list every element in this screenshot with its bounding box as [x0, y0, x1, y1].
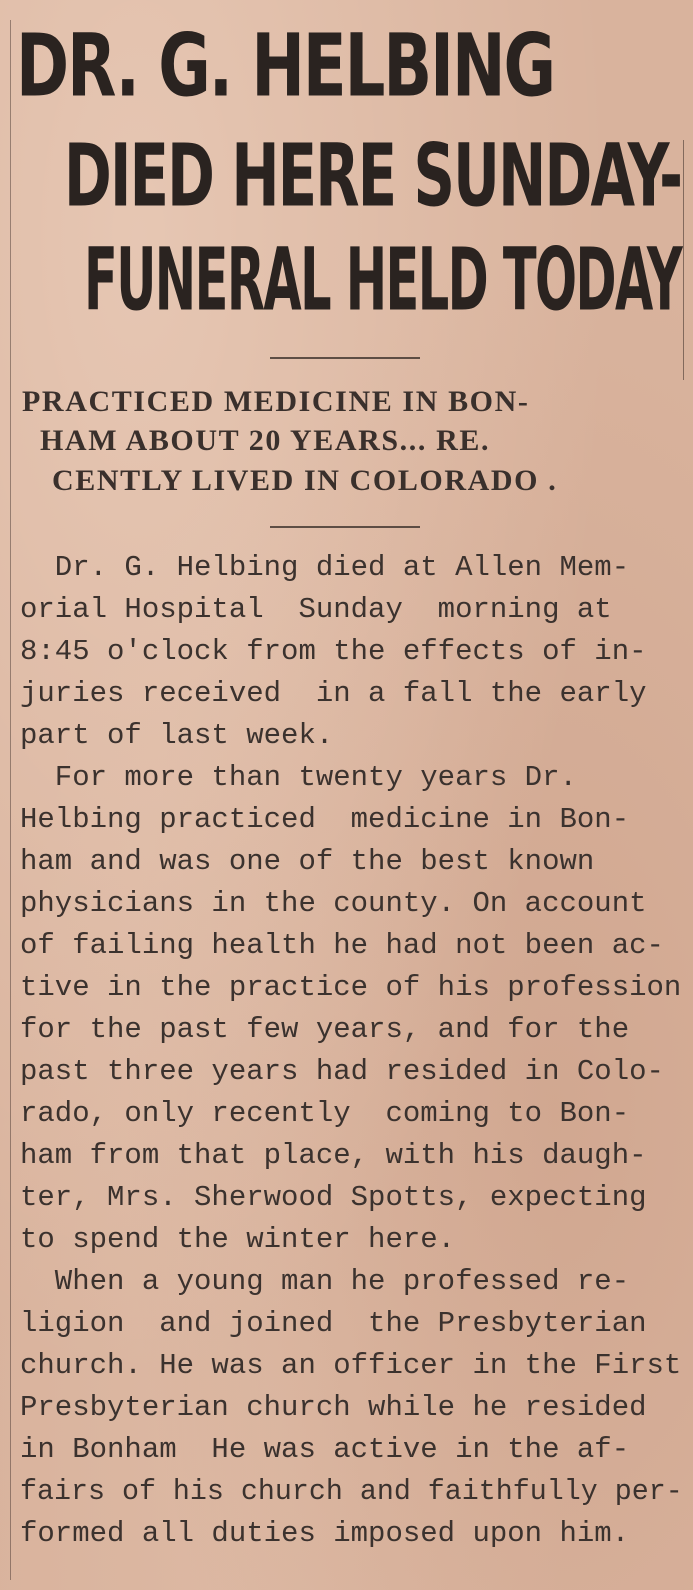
headline-line-3: FUNERAL HELD TODAY — [84, 231, 682, 332]
body-line: of failing health he had not been ac- — [20, 929, 664, 962]
body-line: past three years had resided in Colo- — [20, 1055, 664, 1088]
body-line: to spend the winter here. — [20, 1223, 456, 1256]
deck-line-3: CENTLY LIVED IN COLORADO . — [52, 464, 558, 497]
body-line: church. He was an officer in the First — [20, 1349, 682, 1382]
body-line: When a young man he professed re- — [20, 1265, 630, 1298]
deck-line-1: PRACTICED MEDICINE IN BON- — [22, 385, 530, 418]
body-line: Presbyterian church while he resided — [20, 1391, 647, 1424]
body-line: ligion and joined the Presbyterian — [20, 1307, 647, 1340]
deck-divider — [270, 526, 420, 528]
headline-line-2: DIED HERE SUNDAY- — [64, 127, 682, 228]
body-line: ter, Mrs. Sherwood Spotts, expecting — [20, 1181, 647, 1214]
body-line: fairs of his church and faithfully per- — [20, 1475, 683, 1508]
body-line: part of last week. — [20, 719, 334, 752]
headline-divider — [270, 357, 420, 359]
deck-line-2: HAM ABOUT 20 YEARS... RE. — [40, 424, 491, 457]
body-line: in Bonham He was active in the af- — [20, 1433, 630, 1466]
body-line: for the past few years, and for the — [20, 1013, 630, 1046]
body-line: Helbing practiced medicine in Bon- — [20, 803, 630, 836]
body-line: ham from that place, with his daugh- — [20, 1139, 647, 1172]
body-line: Dr. G. Helbing died at Allen Mem- — [20, 551, 630, 584]
headline-line-1: DR. G. HELBING — [16, 17, 555, 118]
body-line: physicians in the county. On account — [20, 887, 647, 920]
body-line: ham and was one of the best known — [20, 845, 595, 878]
column-rule-right — [683, 140, 684, 380]
column-rule-left — [10, 20, 11, 1580]
body-line: juries received in a fall the early — [20, 677, 647, 710]
body-line: formed all duties imposed upon him. — [20, 1517, 630, 1550]
body-line: 8:45 o'clock from the effects of in- — [20, 635, 647, 668]
body-line: rado, only recently coming to Bon- — [20, 1097, 630, 1130]
body-line: tive in the practice of his profession — [20, 971, 682, 1004]
body-line: For more than twenty years Dr. — [20, 761, 577, 794]
body-line: orial Hospital Sunday morning at — [20, 593, 612, 626]
